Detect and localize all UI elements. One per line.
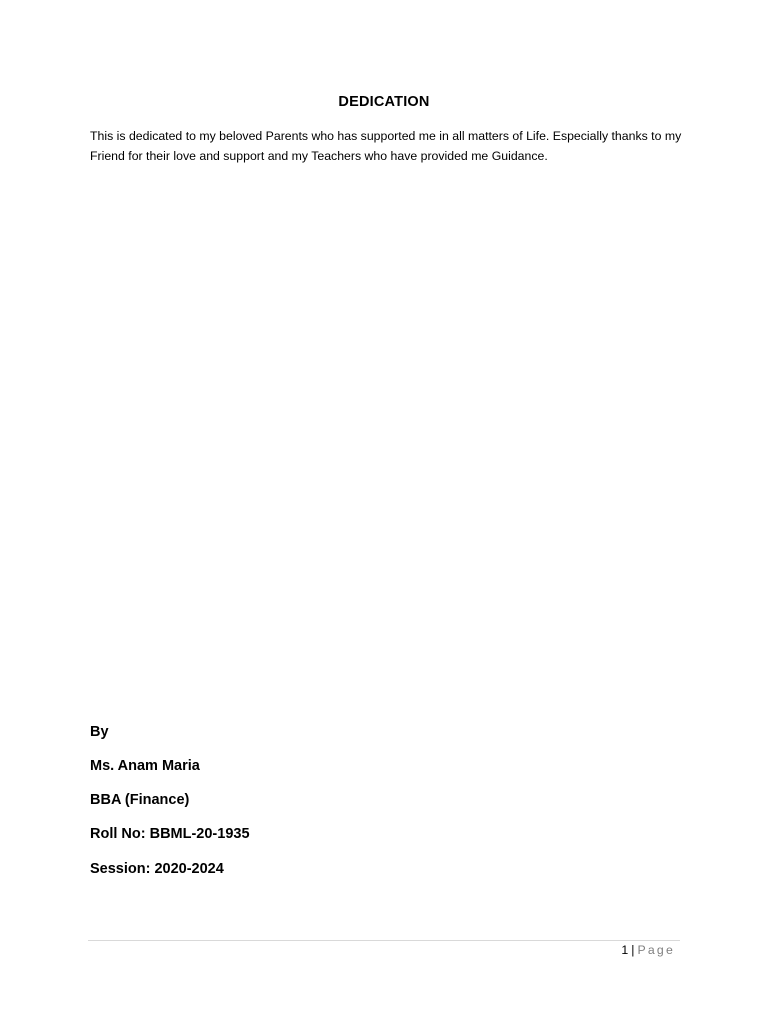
dedication-text: This is dedicated to my beloved Parents who has supported me in all matters of Life. Especially thanks to my Friend for their love and support and my Teachers who have provided me Guidance. xyxy=(90,129,682,163)
footer-divider xyxy=(88,940,680,941)
author-roll-number: Roll No: BBML-20-1935 xyxy=(90,826,250,842)
footer-separator: | xyxy=(631,943,635,957)
page-number: 1 xyxy=(621,943,629,957)
author-session: Session: 2020-2024 xyxy=(90,861,224,877)
page-title: DEDICATION xyxy=(338,94,430,110)
page-label: Page xyxy=(637,943,675,957)
signature-by: By xyxy=(90,724,109,740)
author-name: Ms. Anam Maria xyxy=(90,758,200,774)
author-program: BBA (Finance) xyxy=(90,792,190,808)
page-footer xyxy=(621,943,675,957)
